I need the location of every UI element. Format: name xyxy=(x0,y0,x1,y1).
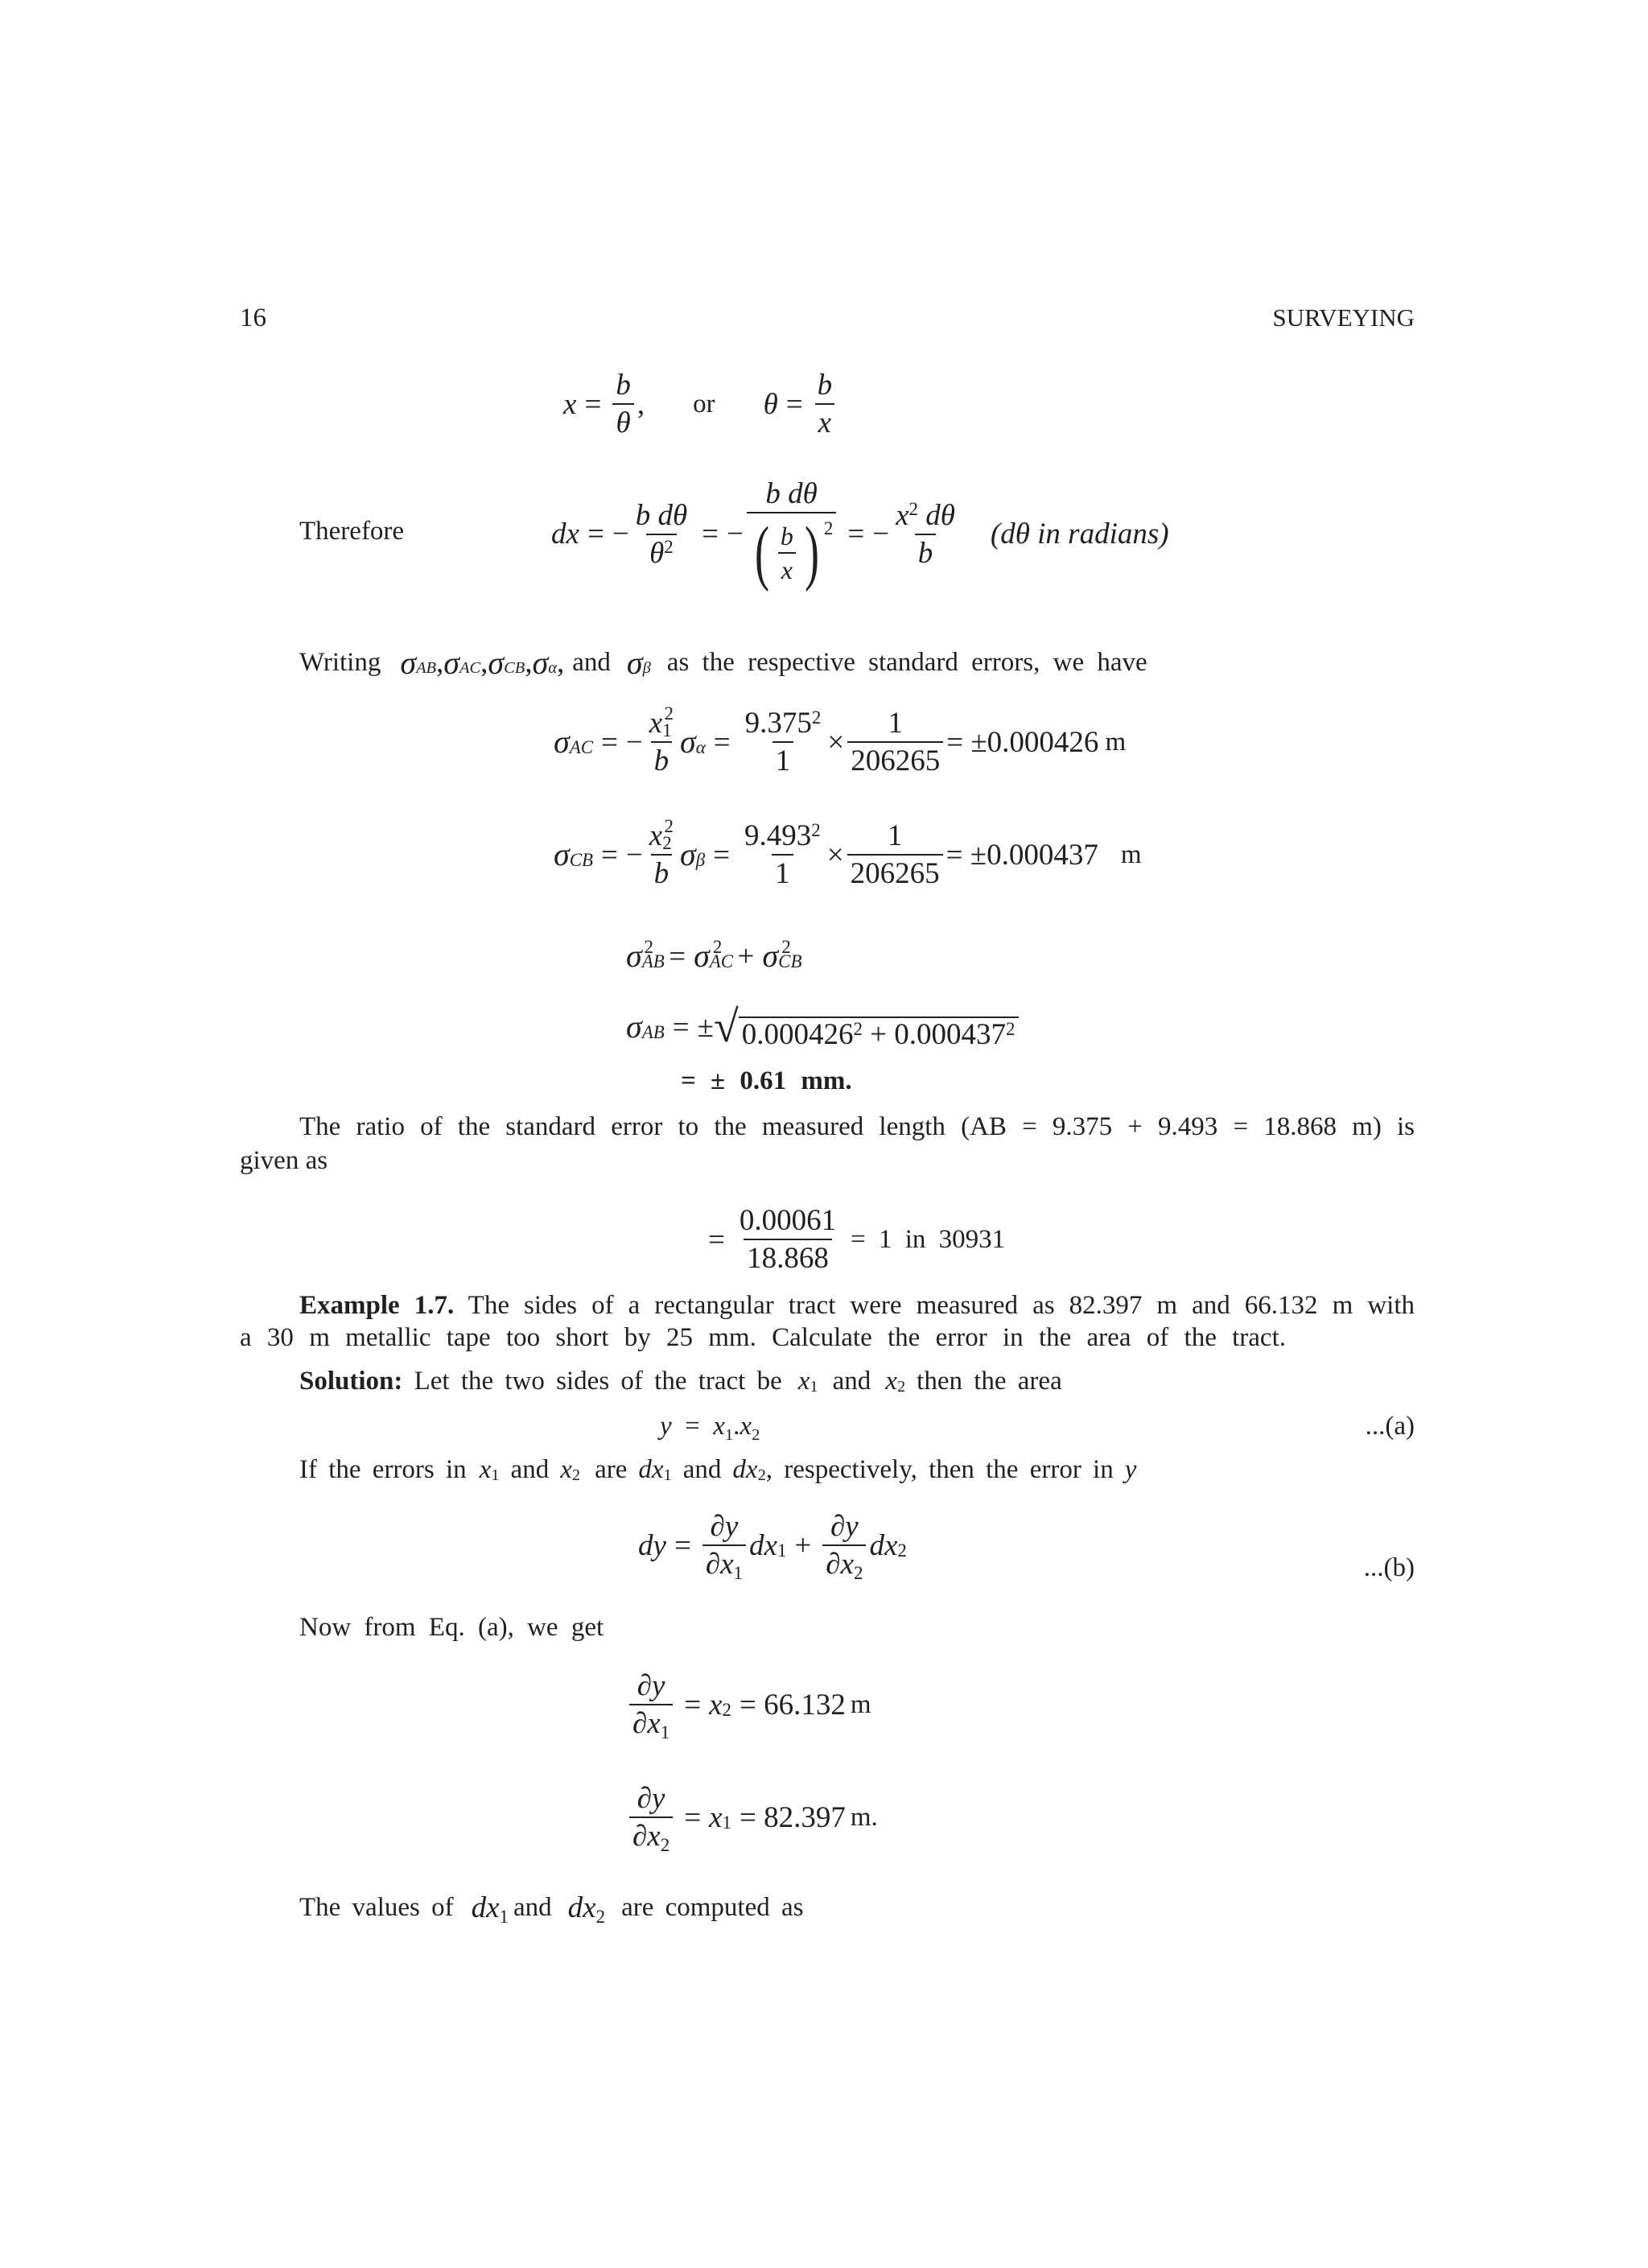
value-9375: 9.375 xyxy=(744,707,812,740)
value-rho: 206265 xyxy=(847,741,943,776)
value-one: 1 xyxy=(888,707,903,740)
sigma-ac-result: = ±0.000426 xyxy=(946,725,1099,759)
value-one: 1 xyxy=(772,854,793,889)
example-text-1: The sides of a rectangular tract were measured as 82.397 m and 66.132 m with xyxy=(454,1291,1415,1320)
word-or: or xyxy=(693,389,715,419)
word-writing: Writing xyxy=(299,648,381,677)
errors-intro: If the errors in xyxy=(299,1455,467,1484)
then-area-text: then the area xyxy=(917,1367,1062,1396)
ratio-result: = 1 in 30931 xyxy=(851,1224,1006,1254)
solution-text: Let the two sides of the tract be xyxy=(402,1367,782,1396)
unit-m: m xyxy=(850,1689,871,1719)
word-and: and xyxy=(513,1893,552,1922)
x1-value: = 82.397 xyxy=(739,1800,846,1834)
equation-dy: dy = $\frac{\partial y}{\partial x_1}$ dx $_1$ + $\frac{\partial y}{\partial x_2}$ dx $_2$ xyxy=(638,1510,907,1584)
eq-label-a: ...(a) xyxy=(1365,1412,1415,1441)
equation-dy-dx2: $\frac{\partial y}{\partial x_2}$ = x $_1$ = 82.397 m. xyxy=(626,1783,878,1851)
equation-area: $y = x_1.x_2$ xyxy=(660,1412,760,1444)
word-therefore: Therefore xyxy=(299,517,405,546)
example-label: Example 1.7. xyxy=(299,1291,455,1320)
example-line1 xyxy=(299,1293,1415,1319)
running-title: SURVEYING xyxy=(1272,303,1415,332)
unit-m: m xyxy=(1105,727,1127,757)
value-rho: 206265 xyxy=(847,854,943,889)
page-number: 16 xyxy=(240,303,266,332)
ratio-paragraph-line1: The ratio of the standard error to the measured length (AB = 9.375 + 9.493 = 18.868 m) is xyxy=(299,1112,1415,1141)
values-of-text: The values of xyxy=(299,1893,454,1922)
sigma-cb-result: = ±0.000437 xyxy=(946,838,1098,872)
writing-sigmas-line: Writing σ $_{AB}$ , σ $_{AC}$ , σ $_{CB}$ , σ $_\alpha$ , and σ $_\beta$ as the respective standard errors, we have xyxy=(299,645,1147,681)
errors-line: If the errors in x $_1$ and x $_2$ are dx $_1$ and dx $_2$ , respectively, then the error in y xyxy=(299,1455,1137,1485)
ratio-denominator: 18.868 xyxy=(744,1239,832,1273)
are-computed-text: are computed as xyxy=(621,1893,804,1922)
equation-dx: dx = − $\frac{\text{b dθ}}{\theta^2}$ = − b dθ ( $\frac{b}{x}$ ) $^2$ = − $\frac{x^2 d\theta}{b}$ (dθ in radians) xyxy=(551,477,1169,592)
word-and: and xyxy=(832,1367,871,1396)
equation-sigma-ab-squared: σ $_{AB}$ $^2$ = σ $_{AC}$ $^2$ + σ $_{CB}$ $^2$ xyxy=(626,936,802,974)
values-of-line: The values of $dx_1$ and $dx_2$ are computed as xyxy=(299,1891,804,1928)
value-one: 1 xyxy=(772,741,794,776)
ratio-paragraph-line2: given as xyxy=(240,1146,328,1175)
note-in-radians: (dθ in radians) xyxy=(990,518,1169,551)
result-sigma-ab: = ± 0.61 mm. xyxy=(681,1066,852,1095)
equation-sigma-ab-sqrt: σ $_{AB}$ = ± √ $0.000426^2 + 0.000437^2$ xyxy=(626,1004,1019,1049)
unit-m-dot: m. xyxy=(850,1802,878,1832)
eq-label-b: ...(b) xyxy=(1363,1553,1415,1582)
value-sqrt-a: 0.000426 xyxy=(741,1018,854,1051)
unit-m: m xyxy=(1120,839,1142,869)
equation-sigma-ac: σ $_{AC}$ = − $\frac{x_1^2}{b}$ σ $_\alpha$ = $\frac{9.375^2}{1}$ × $\frac{1}{206265}$ = ±0.000426 m xyxy=(554,703,1127,777)
example-line2: a 30 m metallic tape too short by 25 mm. Calculate the error in the area of the tract. xyxy=(240,1323,1286,1352)
solution-label: Solution: xyxy=(299,1367,403,1396)
value-one: 1 xyxy=(887,819,903,852)
word-and: and xyxy=(510,1455,550,1484)
equation-ratio: = $\frac{0.00061}{18.868}$ = 1 in 30931 xyxy=(708,1204,1006,1275)
word-and: and xyxy=(572,648,611,677)
respective-text: as the respective standard errors, we have xyxy=(666,648,1147,677)
respectively-text: , respectively, then the error in xyxy=(765,1455,1114,1484)
equation-sigma-cb: σ $_{CB}$ = − $\frac{x_2^2}{b}$ σ $_\beta$ = $\frac{9.493^2}{1}$ × $\frac{1}{206265}$ = ±0.000437 m xyxy=(554,815,1142,890)
equation-dy-dx1: $\frac{\partial y}{\partial x_1}$ = x $_2$ = 66.132 m xyxy=(626,1671,871,1738)
ratio-numerator: 0.00061 xyxy=(739,1204,837,1237)
word-are: are xyxy=(595,1455,628,1484)
value-9493: 9.493 xyxy=(744,819,812,852)
now-from-line: Now from Eq. (a), we get xyxy=(299,1613,604,1642)
x2-value: = 66.132 xyxy=(739,1688,846,1722)
equation-x-theta: x = $\frac{b}{\theta}$ , or θ = $\frac{b}{x}$ xyxy=(563,370,838,438)
value-sqrt-b: 0.000437 xyxy=(894,1018,1007,1051)
solution-line: Solution: Let the two sides of the tract be x $_1$ and x $_2$ then the area xyxy=(299,1367,1062,1396)
word-and: and xyxy=(682,1455,722,1484)
